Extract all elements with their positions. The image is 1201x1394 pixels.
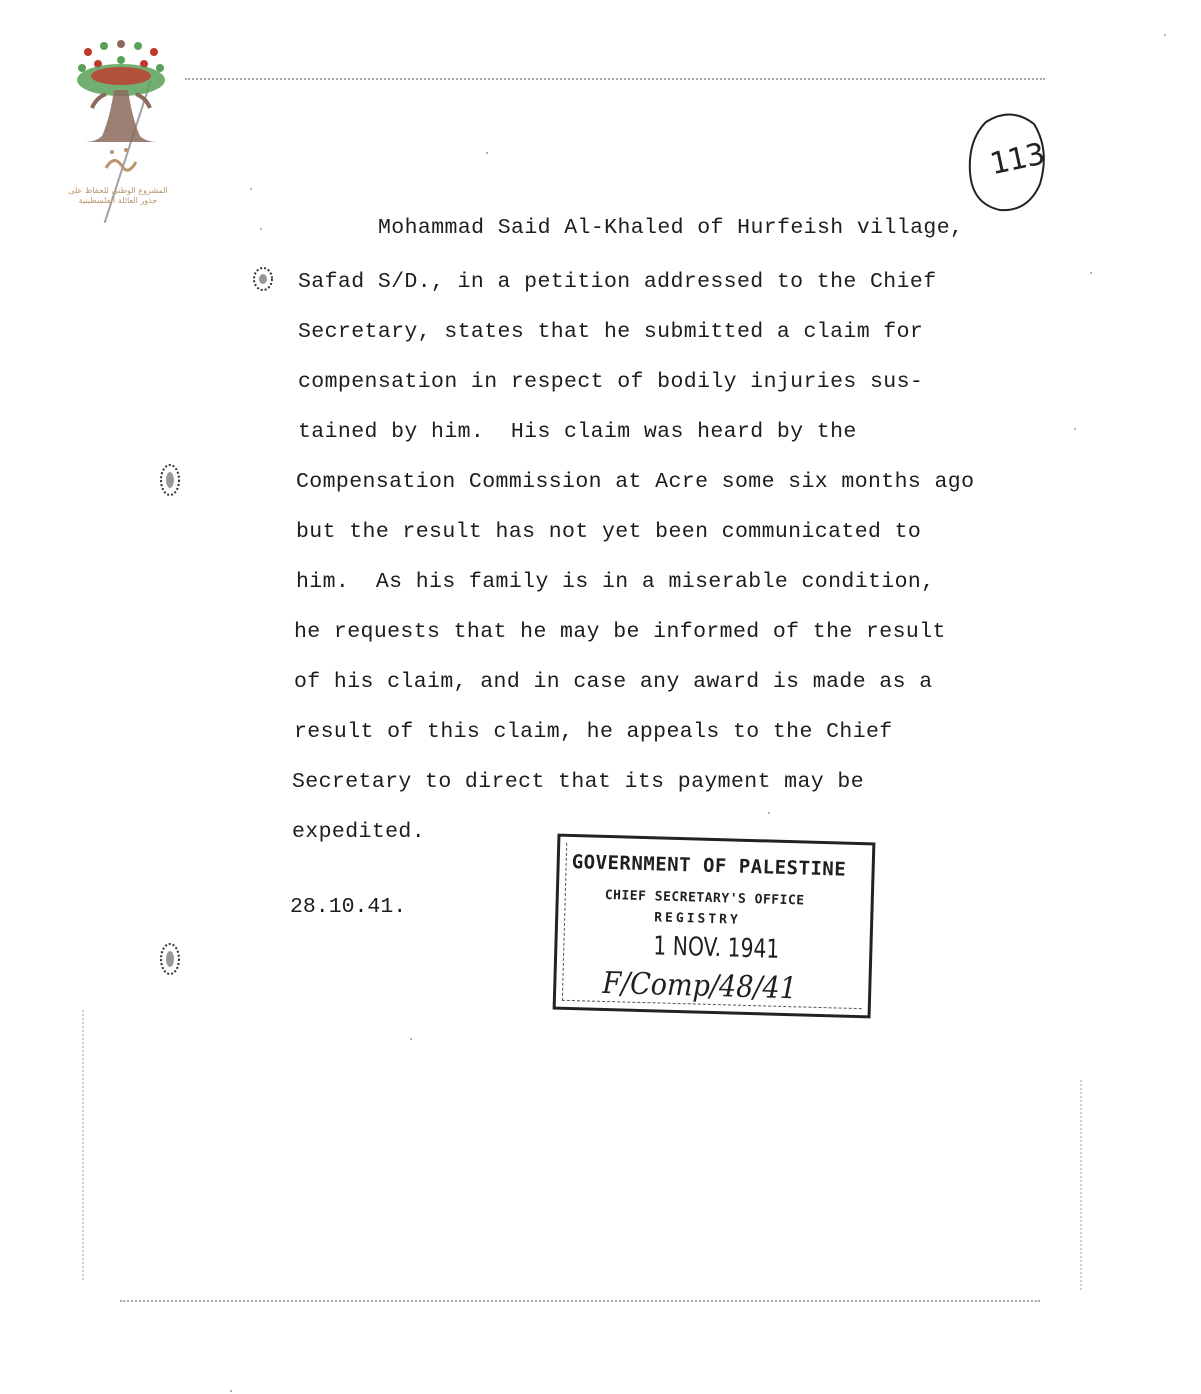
stamp-registry-line: REGISTRY (653, 910, 742, 928)
scan-edge-bottom (120, 1300, 1040, 1302)
body-line: but the result has not yet been communicated to (296, 520, 922, 544)
logo-caption-line2: جذور العائلة الفلسطينية (78, 196, 158, 205)
punch-hole-icon (252, 266, 274, 292)
body-line: of his claim, and in case any award is made as a (294, 670, 933, 694)
scan-edge-right (1080, 1080, 1082, 1290)
body-line: Secretary, states that he submitted a claim for (298, 320, 924, 344)
body-line: Compensation Commission at Acre some six months ago (296, 470, 975, 494)
body-line: he requests that he may be informed of the result (294, 620, 946, 644)
body-line: compensation in respect of bodily injuries sus- (298, 370, 924, 394)
body-line: Mohammad Said Al-Khaled of Hurfeish village, (378, 216, 964, 240)
body-line: expedited. (292, 820, 426, 844)
body-line: result of this claim, he appeals to the Chief (294, 720, 893, 744)
tree-logo (66, 38, 176, 210)
scan-edge-left (82, 1010, 84, 1280)
scan-edge-top (185, 78, 1045, 80)
registry-stamp (553, 834, 876, 1019)
stamp-date: 1 NOV. 1941 (652, 931, 780, 965)
stamp-office-line: CHIEF SECRETARY'S OFFICE (604, 887, 805, 909)
folio-number: 113 (986, 136, 1048, 183)
punch-hole-icon (159, 463, 181, 497)
body-line: him. As his family is in a miserable condition, (296, 570, 935, 594)
body-line: Safad S/D., in a petition addressed to the Chief (298, 270, 937, 294)
stamp-government-line: GOVERNMENT OF PALESTINE (571, 851, 847, 881)
document-date: 28.10.41. (290, 895, 407, 919)
stamp-reference: F/Comp/48/41 (601, 965, 798, 1007)
punch-hole-icon (159, 942, 181, 976)
body-line: Secretary to direct that its payment may be (292, 770, 864, 794)
logo-caption (64, 186, 172, 206)
logo-caption-line1: المشروع الوطني للحفاظ على (68, 186, 168, 195)
body-line: tained by him. His claim was heard by the (298, 420, 857, 444)
